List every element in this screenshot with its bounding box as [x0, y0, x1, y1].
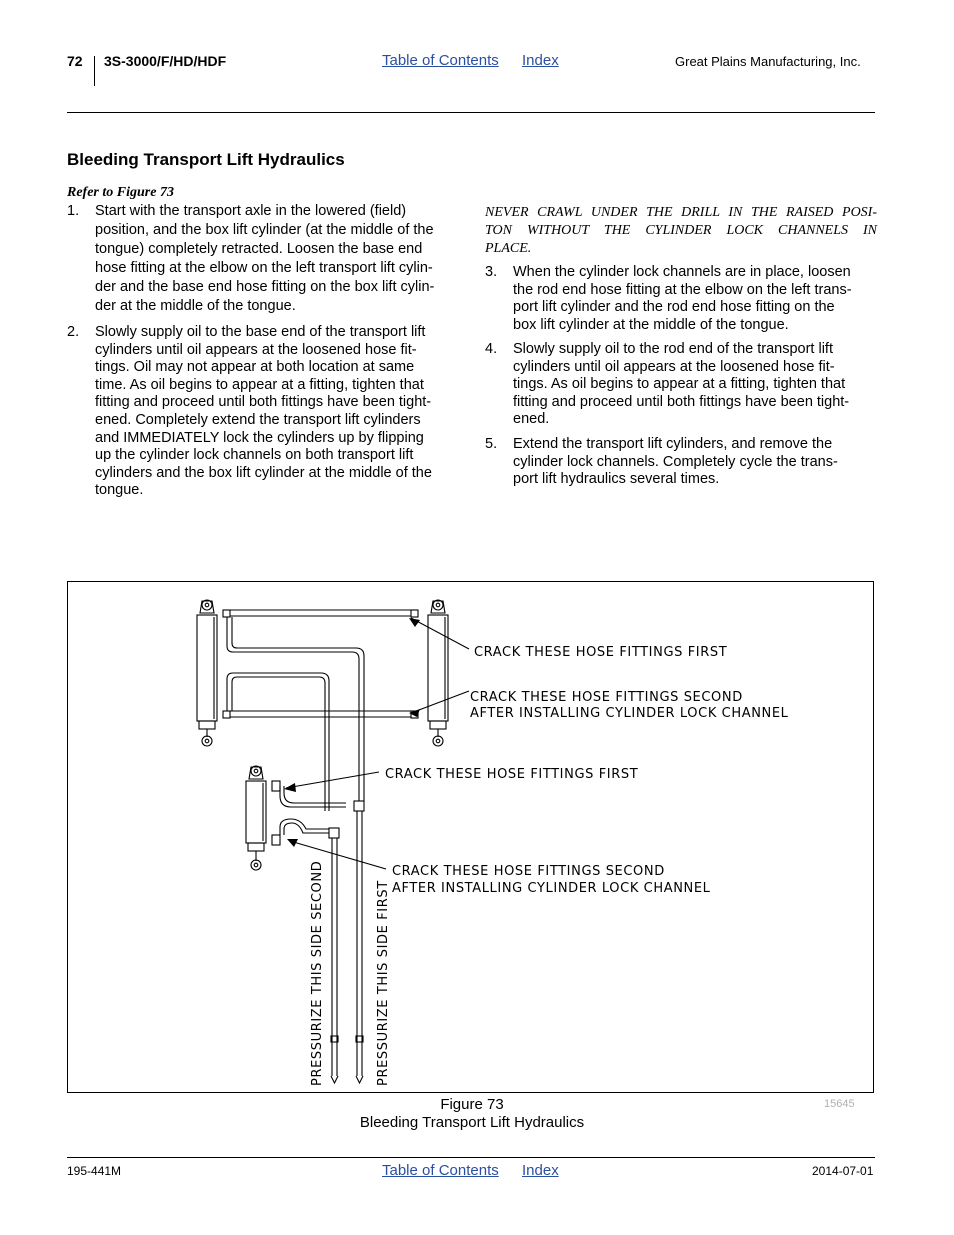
section-title: Bleeding Transport Lift Hydraulics [67, 150, 345, 169]
step-line: fitting and proceed until both fittings have been tight- [513, 393, 850, 410]
label-after-installing-top: AFTER INSTALLING CYLINDER LOCK CHANNEL [470, 706, 789, 721]
step-line: tings. As oil begins to appear at a fitting, tighten that [513, 376, 846, 393]
step-line: port lift hydraulics several times. [513, 471, 720, 488]
label-crack-first-top: CRACK THESE HOSE FITTINGS FIRST [474, 645, 728, 660]
footer-toc-link[interactable]: Table of Contents [382, 1162, 499, 1179]
step-number: 1. [67, 203, 80, 219]
step-line: cylinders and the box lift cylinder at the middle of the [95, 464, 432, 481]
figure-frame [67, 581, 874, 1093]
step-line: fitting and proceed until both fittings have been tight- [95, 394, 432, 411]
step-line: cylinder lock channels. Completely cycle the trans- [513, 453, 838, 470]
step-line: cylinders until oil appears at the loosened hose fit- [95, 341, 417, 358]
step-line: and IMMEDIATELY lock the cylinders up by flipping [95, 429, 424, 446]
step-line: cylinders until oil appears at the loosened hose fit- [513, 358, 835, 375]
step-line: Start with the transport axle in the lowered (field) [95, 203, 407, 219]
step-line: ened. Completely extend the transport lift cylinders [95, 411, 421, 428]
step-line: tongue. [95, 482, 144, 499]
drawing-id: 15645 [824, 1098, 855, 1110]
step-line: When the cylinder lock channels are in place, loosen [513, 264, 851, 280]
step-text [513, 436, 880, 489]
step-line: hose fitting at the elbow on the left transport lift cylin- [95, 260, 433, 277]
publication-date: 2014-07-01 [812, 1164, 874, 1178]
warning-line: PLACE. [485, 241, 532, 256]
step-line: Extend the transport lift cylinders, and remove the [513, 436, 833, 452]
step-line: der at the middle of the tongue. [95, 298, 296, 315]
header-toc-link[interactable]: Table of Contents [382, 52, 499, 69]
footer-index-link[interactable]: Index [522, 1162, 559, 1179]
step-line: the rod end hose fitting at the elbow on the left trans- [513, 281, 852, 298]
step-text [513, 341, 880, 429]
warning-line: NEVER CRAWL UNDER THE DRILL IN THE RAISED POSI- [485, 205, 877, 220]
step-line: ened. [513, 411, 550, 428]
label-pressurize-first: PRESSURIZE THIS SIDE FIRST [376, 880, 391, 1086]
warning-line: TON WITHOUT THE CYLINDER LOCK CHANNELS IN [485, 223, 877, 238]
page-number: 72 [67, 53, 83, 69]
step-line: position, and the box lift cylinder (at the middle of the [95, 222, 434, 239]
header-index-link[interactable]: Index [522, 52, 559, 69]
step-number: 3. [485, 264, 498, 280]
hydraulic-diagram [68, 582, 873, 1092]
right-transport-cylinder [428, 600, 448, 746]
figure-number: Figure 73 [440, 1096, 504, 1113]
document-number: 195-441M [67, 1164, 122, 1178]
step-line: port lift cylinder and the rod end hose fitting on the [513, 299, 835, 316]
step-line: Slowly supply oil to the rod end of the transport lift [513, 341, 833, 357]
label-crack-second-bottom: CRACK THESE HOSE FITTINGS SECOND [392, 864, 665, 879]
header-divider [94, 56, 95, 86]
label-crack-first-mid: CRACK THESE HOSE FITTINGS FIRST [385, 767, 639, 782]
figure-reference: Refer to Figure 73 [67, 185, 174, 200]
footer-rule [67, 1157, 875, 1158]
step-number: 4. [485, 341, 498, 357]
step-text [95, 203, 462, 316]
model-name: 3S-3000/F/HD/HDF [104, 53, 227, 69]
left-transport-cylinder [197, 600, 217, 746]
label-pressurize-second: PRESSURIZE THIS SIDE SECOND [310, 860, 325, 1086]
box-lift-cylinder [246, 766, 266, 870]
label-crack-second-top: CRACK THESE HOSE FITTINGS SECOND [470, 690, 743, 705]
step-text [513, 264, 880, 334]
step-text [95, 324, 462, 500]
step-line: tings. Oil may not appear at both location at same [95, 359, 415, 376]
step-line: Slowly supply oil to the base end of the transport lift [95, 324, 426, 340]
step-line: tongue) completely retracted. Loosen the base end [95, 241, 423, 258]
label-after-installing-bottom: AFTER INSTALLING CYLINDER LOCK CHANNEL [392, 881, 711, 896]
step-number: 2. [67, 324, 80, 340]
safety-warning [485, 204, 877, 258]
step-number: 5. [485, 436, 498, 452]
company-name: Great Plains Manufacturing, Inc. [675, 54, 861, 69]
step-line: up the cylinder lock channels on both transport lift [95, 447, 414, 464]
step-line: der and the base end hose fitting on the box lift cylin- [95, 279, 435, 296]
step-line: time. As oil begins to appear at a fitting, tighten that [95, 376, 424, 393]
header-rule [67, 112, 875, 113]
step-line: box lift cylinder at the middle of the tongue. [513, 316, 789, 333]
figure-title: Bleeding Transport Lift Hydraulics [359, 1114, 585, 1131]
